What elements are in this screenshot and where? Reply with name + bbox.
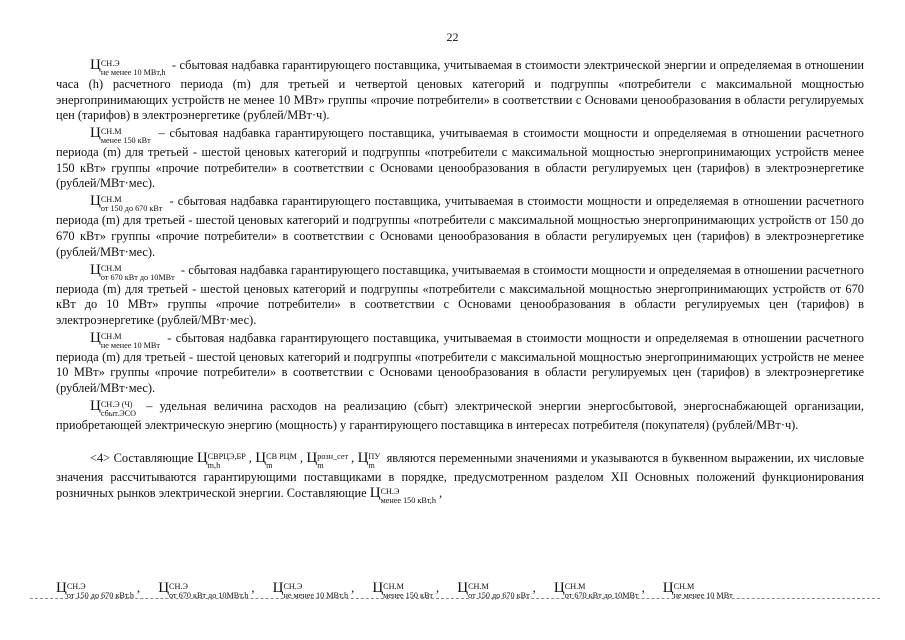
symbol-subscript: сбыт.ЭСО <box>100 408 137 418</box>
price-symbol: Ц <box>90 329 101 346</box>
definition-text: – удельная величина расходов на реализацию (сбыт) электрической энергии энергосбытовой, энергоснабжающей организации, приобретающей электрическую энергию (мощность) у гарантирующего поставщика в интересах потребителя (покупателя) (рублей/МВт·ч). <box>56 398 864 432</box>
symbol-list-item <box>273 580 355 600</box>
symbol-list-item <box>158 580 254 600</box>
symbol-superscript: СН.М <box>383 582 404 591</box>
definition-paragraph <box>56 126 864 192</box>
symbol-superscript: СВ РЦМ <box>266 452 297 462</box>
symbol-subscript: m <box>368 461 375 471</box>
symbol-superscript: СН.М <box>468 582 489 591</box>
symbol-subscript: менее 150 кВт <box>383 591 434 600</box>
document-body <box>56 58 864 507</box>
symbol-separator: , <box>351 581 355 595</box>
definition-paragraph <box>56 263 864 329</box>
footnote-paragraph <box>56 451 864 505</box>
footnote-prefix: <4> Составляющие <box>90 451 197 466</box>
price-symbol: Ц <box>372 580 384 596</box>
symbol-subscript: m,h <box>207 461 221 471</box>
symbol-subscript: не менее 10 МВт <box>673 591 733 600</box>
symbol-separator: , <box>251 581 255 595</box>
definition-text: - сбытовая надбавка гарантирующего поставщика, учитываемая в стоимости мощности и определяемая в отношении расчетного периода (m) для третьей - шестой ценовых категорий и подгруппы «потребители с максимальной мощностью энергопринимающих устройств от 670 кВт до 10 МВт» группы «прочие потребители» в соответствии с Основами ценообразования в области регулируемых цен (тарифов) в электроэнергетике (рублей/МВт·мес). <box>56 262 864 327</box>
price-symbol: Ц <box>90 193 101 210</box>
definition-paragraph <box>56 194 864 260</box>
symbol-subscript: не менее 10 МВт,h <box>283 591 349 600</box>
price-symbol: Ц <box>196 450 208 467</box>
symbol-separator: , <box>438 486 443 501</box>
definition-paragraph <box>56 58 864 124</box>
symbol-superscript: СВРЦЭ,БР <box>207 452 246 462</box>
symbol-subscript: от 670 кВт до 10МВт <box>564 591 639 600</box>
price-symbol: Ц <box>90 261 101 278</box>
definition-text: - сбытовая надбавка гарантирующего поставщика, учитываемая в стоимости мощности и определяемая в отношении расчетного периода (m) для третьей - шестой ценовых категорий и подгруппы «потребители с максимальной мощностью энергопринимающих устройств не менее 10 МВт» группы «прочие потребители» в соответствии с Основами ценообразования в области регулируемых цен (тарифов) в электроэнергетике (рублей/МВт·мес). <box>56 330 864 395</box>
symbol-subscript: от 150 до 670 кВт <box>468 591 530 600</box>
definition-text: - сбытовая надбавка гарантирующего поставщика, учитываемая в стоимости мощности и определяемая в отношении расчетного периода (m) для третьей - шестой ценовых категорий и подгруппы «потребители с максимальной мощностью энергопринимающих устройств от 150 до 670 кВт» группы «прочие потребители» в соответствии с Основами ценообразования в области регулируемых цен (тарифов) в электроэнергетике (рублей/МВт·мес). <box>56 194 864 259</box>
price-symbol: Ц <box>553 580 565 596</box>
symbol-superscript: СН.Э <box>66 582 86 591</box>
definition-paragraph <box>56 399 864 434</box>
symbol-superscript: СН.Э (Ч) <box>100 399 133 409</box>
symbol-superscript: СН.Э <box>380 487 400 497</box>
symbol-subscript: не менее 10 МВт,h <box>100 68 166 77</box>
symbol-subscript: от 150 до 670 кВт <box>100 204 163 214</box>
symbol-subscript: от 670 кВт до 10МВт <box>100 272 175 282</box>
symbol-list-item <box>663 580 736 600</box>
symbol-superscript: СН.Э <box>100 59 120 68</box>
symbol-subscript: m <box>317 461 324 471</box>
symbol-subscript: от 670 кВт до 10МВт,h <box>169 591 249 600</box>
definition-paragraph <box>56 331 864 397</box>
symbol-subscript: от 150 до 670 кВт,h <box>66 591 134 600</box>
symbol-separator: , <box>436 581 440 595</box>
price-symbol: Ц <box>306 450 318 467</box>
symbol-separator: , <box>299 451 307 466</box>
symbol-superscript: СН.М <box>100 127 122 137</box>
symbol-superscript: СН.М <box>100 331 122 341</box>
symbol-separator: , <box>641 581 645 595</box>
price-symbol: Ц <box>255 450 267 467</box>
symbol-superscript: розн_сет <box>317 452 349 462</box>
page-bottom-divider <box>30 598 880 599</box>
symbol-subscript: не менее 10 МВт <box>100 340 160 350</box>
price-symbol: Ц <box>158 580 170 596</box>
definition-text: - сбытовая надбавка гарантирующего поставщика, учитываемая в стоимости электрической энергии и определяемая в отношении часа (h) расчетного периода (m) для третьей и четвертой ценовых категорий и подгруппы «потребители с максимальной мощностью энергопринимающих устройств не менее 10 МВт» группы «прочие потребители» в соответствии с Основами ценообразования в области регулируемых цен (тарифов) в электроэнергетике (рублей/МВт·ч). <box>56 58 864 123</box>
symbol-superscript: СН.М <box>673 582 695 591</box>
price-symbol: Ц <box>90 125 101 142</box>
page-number: 22 <box>446 30 459 44</box>
symbol-list-item <box>372 580 439 600</box>
symbol-separator: , <box>248 451 256 466</box>
price-symbol: Ц <box>357 450 369 467</box>
price-symbol: Ц <box>56 580 67 596</box>
symbol-list-item <box>56 580 140 600</box>
symbol-subscript: менее 150 кВт <box>100 136 151 146</box>
symbol-subscript: m <box>266 461 273 471</box>
symbol-subscript: менее 150 кВт,h <box>380 496 436 506</box>
symbol-superscript: ПУ <box>368 452 381 462</box>
price-symbol: Ц <box>369 485 381 502</box>
symbol-list-line <box>56 580 864 600</box>
price-symbol: Ц <box>90 57 101 73</box>
symbol-superscript: СН.М <box>564 582 586 591</box>
symbol-superscript: СН.М <box>100 195 122 205</box>
symbol-superscript: СН.Э <box>169 582 188 591</box>
symbol-superscript: СН.Э <box>283 582 303 591</box>
symbol-separator: , <box>351 451 358 466</box>
symbol-list-item <box>457 580 536 600</box>
price-symbol: Ц <box>662 580 674 596</box>
price-symbol: Ц <box>90 397 101 414</box>
symbol-list-item <box>554 580 645 600</box>
symbol-superscript: СН.М <box>100 263 122 273</box>
price-symbol: Ц <box>457 580 469 596</box>
footnote-text: являются переменными значениями и указываются в буквенном выражении, их числовые значения рассчитываются гарантирующими поставщиками в порядке, предусмотренном разделом XII Основных положений функционирования розничных рынков электрической энергии. Составляющие <box>56 451 864 501</box>
symbol-separator: , <box>532 581 536 595</box>
price-symbol: Ц <box>272 580 284 596</box>
definition-text: – сбытовая надбавка гарантирующего поставщика, учитываемая в стоимости мощности и определяемая в отношении расчетного периода (m) для третьей - шестой ценовых категорий и подгруппы «потребители с максимальной мощностью энергопринимающих устройств менее 150 кВт» группы «прочие потребители» в соответствии с Основами ценообразования в области регулируемых цен (тарифов) в электроэнергетике (рублей/МВт·мес). <box>56 126 864 191</box>
symbol-separator: , <box>136 581 141 595</box>
